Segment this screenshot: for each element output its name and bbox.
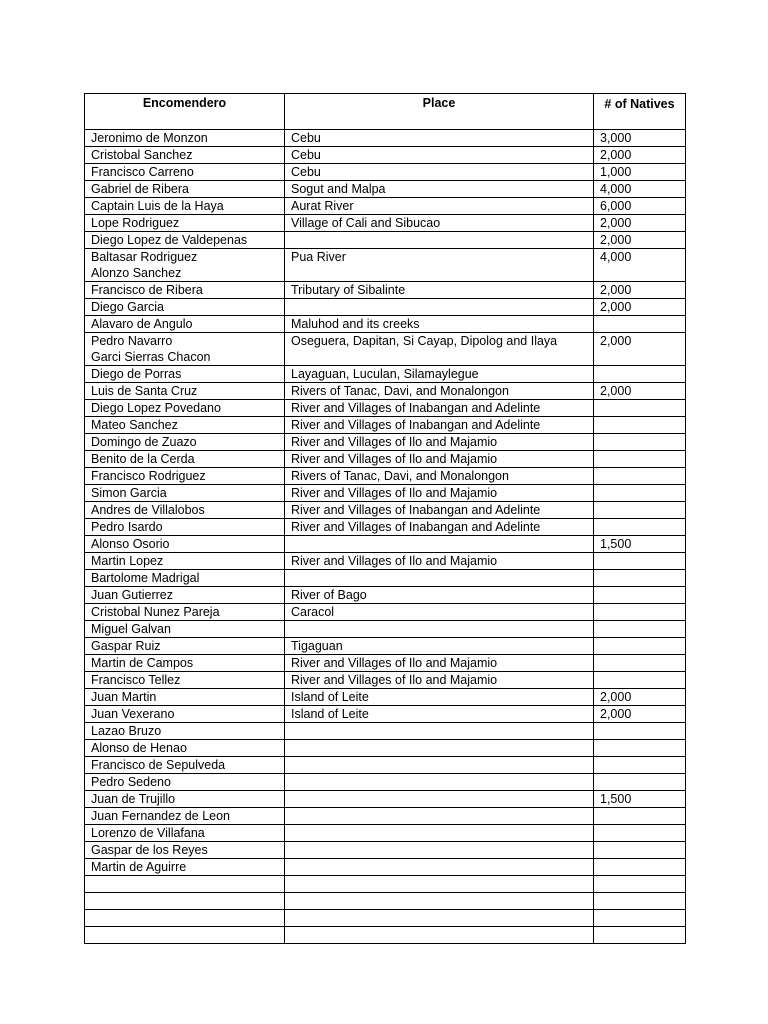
encomendero-cell-text: Francisco de Ribera bbox=[91, 283, 203, 297]
table-row bbox=[85, 417, 686, 434]
encomendero-cell-text: Lope Rodriguez bbox=[91, 216, 180, 230]
place-cell bbox=[285, 400, 594, 417]
encomendero-cell-text: Alavaro de Angulo bbox=[91, 317, 193, 331]
encomendero-cell-text: Juan de Trujillo bbox=[91, 792, 176, 806]
place-cell-text: Island of Leite bbox=[291, 707, 369, 721]
encomendero-cell bbox=[85, 232, 285, 249]
encomendero-cell bbox=[85, 485, 285, 502]
encomendero-cell-text: Pedro Isardo bbox=[91, 520, 163, 534]
table-row bbox=[85, 400, 686, 417]
natives-cell bbox=[594, 417, 686, 434]
encomendero-cell bbox=[85, 181, 285, 198]
encomendero-cell-text: Gaspar Ruiz bbox=[91, 639, 161, 653]
place-cell bbox=[285, 164, 594, 181]
natives-cell bbox=[594, 249, 686, 282]
encomendero-cell-text: Juan Gutierrez bbox=[91, 588, 173, 602]
natives-cell bbox=[594, 570, 686, 587]
natives-cell bbox=[594, 723, 686, 740]
place-cell bbox=[285, 587, 594, 604]
encomendero-cell bbox=[85, 451, 285, 468]
natives-cell bbox=[594, 621, 686, 638]
natives-cell bbox=[594, 791, 686, 808]
table-row bbox=[85, 130, 686, 147]
encomendero-cell bbox=[85, 706, 285, 723]
natives-cell bbox=[594, 910, 686, 927]
table-row bbox=[85, 383, 686, 400]
encomendero-cell-second-text: Garci Sierras Chacon bbox=[91, 350, 211, 364]
encomendero-cell-text: Diego Lopez de Valdepenas bbox=[91, 233, 248, 247]
encomendero-cell-text: Francisco de Sepulveda bbox=[91, 758, 226, 772]
natives-cell bbox=[594, 130, 686, 147]
natives-cell-text: 2,000 bbox=[600, 707, 632, 721]
table-row bbox=[85, 859, 686, 876]
natives-cell-text: 2,000 bbox=[600, 233, 632, 247]
encomendero-cell bbox=[85, 808, 285, 825]
table-row bbox=[85, 842, 686, 859]
encomendero-cell-text: Pedro Navarro bbox=[91, 334, 173, 348]
encomendero-cell-text: Benito de la Cerda bbox=[91, 452, 195, 466]
table-row bbox=[85, 774, 686, 791]
encomendero-cell bbox=[85, 249, 285, 282]
place-cell bbox=[285, 910, 594, 927]
encomendero-cell-text: Luis de Santa Cruz bbox=[91, 384, 198, 398]
encomendero-cell-text: Simon Garcia bbox=[91, 486, 167, 500]
natives-cell bbox=[594, 333, 686, 366]
natives-cell-text: 3,000 bbox=[600, 131, 632, 145]
encomendero-cell bbox=[85, 689, 285, 706]
place-cell bbox=[285, 859, 594, 876]
place-cell-text: Caracol bbox=[291, 605, 335, 619]
place-cell-text: Pua River bbox=[291, 250, 346, 264]
table-row bbox=[85, 876, 686, 893]
place-cell-text: Village of Cali and Sibucao bbox=[291, 216, 441, 230]
natives-cell-text: 1,000 bbox=[600, 165, 632, 179]
place-cell bbox=[285, 655, 594, 672]
place-cell bbox=[285, 333, 594, 366]
natives-cell-text: 2,000 bbox=[600, 300, 632, 314]
encomendero-cell bbox=[85, 468, 285, 485]
encomendero-cell bbox=[85, 536, 285, 553]
encomendero-cell-text: Baltasar Rodriguez bbox=[91, 250, 198, 264]
encomendero-cell bbox=[85, 859, 285, 876]
table-row bbox=[85, 706, 686, 723]
natives-cell-text: 2,000 bbox=[600, 148, 632, 162]
natives-cell bbox=[594, 316, 686, 333]
encomendero-cell-text: Juan Fernandez de Leon bbox=[91, 809, 230, 823]
place-cell-text: Aurat River bbox=[291, 199, 354, 213]
encomendero-cell-text: Andres de Villalobos bbox=[91, 503, 205, 517]
encomendero-cell bbox=[85, 299, 285, 316]
table-row bbox=[85, 215, 686, 232]
natives-cell bbox=[594, 299, 686, 316]
encomendero-cell bbox=[85, 791, 285, 808]
place-cell bbox=[285, 621, 594, 638]
table-row bbox=[85, 570, 686, 587]
encomendero-cell bbox=[85, 927, 285, 944]
natives-cell bbox=[594, 468, 686, 485]
place-cell bbox=[285, 468, 594, 485]
encomendero-cell bbox=[85, 910, 285, 927]
place-cell bbox=[285, 215, 594, 232]
place-cell bbox=[285, 706, 594, 723]
natives-cell bbox=[594, 927, 686, 944]
natives-cell bbox=[594, 282, 686, 299]
place-cell bbox=[285, 638, 594, 655]
encomendero-cell bbox=[85, 740, 285, 757]
encomendero-cell-text: Francisco Tellez bbox=[91, 673, 181, 687]
encomendero-cell-text: Captain Luis de la Haya bbox=[91, 199, 224, 213]
encomendero-cell bbox=[85, 723, 285, 740]
encomendero-cell bbox=[85, 198, 285, 215]
table-row bbox=[85, 621, 686, 638]
place-cell-text: Sogut and Malpa bbox=[291, 182, 386, 196]
table-row bbox=[85, 181, 686, 198]
place-cell bbox=[285, 672, 594, 689]
encomendero-cell-text: Diego de Porras bbox=[91, 367, 182, 381]
encomendero-cell-text: Cristobal Nunez Pareja bbox=[91, 605, 220, 619]
natives-cell-text: 6,000 bbox=[600, 199, 632, 213]
table-row bbox=[85, 740, 686, 757]
encomendero-cell-text: Martin Lopez bbox=[91, 554, 164, 568]
place-cell-text: River and Villages of Ilo and Majamio bbox=[291, 554, 498, 568]
encomendero-cell-text: Miguel Galvan bbox=[91, 622, 171, 636]
place-cell bbox=[285, 689, 594, 706]
table-row bbox=[85, 553, 686, 570]
natives-cell bbox=[594, 164, 686, 181]
encomendero-cell bbox=[85, 215, 285, 232]
encomendero-cell-text: Domingo de Zuazo bbox=[91, 435, 197, 449]
encomendero-cell-text: Juan Martin bbox=[91, 690, 157, 704]
natives-cell bbox=[594, 587, 686, 604]
encomendero-cell-text: Pedro Sedeno bbox=[91, 775, 171, 789]
natives-cell bbox=[594, 740, 686, 757]
encomendero-cell-text: Cristobal Sanchez bbox=[91, 148, 193, 162]
encomendero-cell-text: Francisco Carreno bbox=[91, 165, 194, 179]
encomendero-cell-text: Gabriel de Ribera bbox=[91, 182, 189, 196]
place-cell bbox=[285, 757, 594, 774]
natives-cell bbox=[594, 604, 686, 621]
place-cell bbox=[285, 927, 594, 944]
natives-cell bbox=[594, 638, 686, 655]
encomendero-cell-text: Martin de Campos bbox=[91, 656, 194, 670]
natives-cell-text: 2,000 bbox=[600, 283, 632, 297]
encomendero-cell-text: Bartolome Madrigal bbox=[91, 571, 200, 585]
place-cell-text: River and Villages of Ilo and Majamio bbox=[291, 486, 498, 500]
place-cell bbox=[285, 808, 594, 825]
place-cell bbox=[285, 232, 594, 249]
table-row bbox=[85, 468, 686, 485]
natives-cell bbox=[594, 383, 686, 400]
natives-cell bbox=[594, 842, 686, 859]
encomendero-cell bbox=[85, 638, 285, 655]
encomendero-cell-second-text: Alonzo Sanchez bbox=[91, 266, 182, 280]
table-row bbox=[85, 232, 686, 249]
place-cell-text: River of Bago bbox=[291, 588, 367, 602]
place-cell bbox=[285, 434, 594, 451]
encomendero-cell bbox=[85, 672, 285, 689]
natives-cell bbox=[594, 808, 686, 825]
natives-cell bbox=[594, 689, 686, 706]
natives-cell bbox=[594, 825, 686, 842]
place-cell-text: River and Villages of Ilo and Majamio bbox=[291, 673, 498, 687]
place-cell bbox=[285, 130, 594, 147]
place-cell-text: Island of Leite bbox=[291, 690, 369, 704]
natives-cell-text: 2,000 bbox=[600, 334, 632, 348]
natives-cell bbox=[594, 876, 686, 893]
natives-cell bbox=[594, 400, 686, 417]
table-row bbox=[85, 927, 686, 944]
place-cell bbox=[285, 536, 594, 553]
encomendero-cell bbox=[85, 130, 285, 147]
encomendero-cell bbox=[85, 621, 285, 638]
table-row bbox=[85, 672, 686, 689]
encomendero-cell bbox=[85, 400, 285, 417]
natives-cell bbox=[594, 519, 686, 536]
table-row bbox=[85, 893, 686, 910]
encomendero-cell bbox=[85, 417, 285, 434]
natives-cell bbox=[594, 893, 686, 910]
place-cell-text: River and Villages of Ilo and Majamio bbox=[291, 656, 498, 670]
place-cell bbox=[285, 417, 594, 434]
place-cell bbox=[285, 553, 594, 570]
table-row bbox=[85, 689, 686, 706]
encomendero-cell bbox=[85, 655, 285, 672]
natives-cell bbox=[594, 655, 686, 672]
natives-cell bbox=[594, 366, 686, 383]
natives-cell bbox=[594, 553, 686, 570]
encomendero-cell bbox=[85, 502, 285, 519]
place-cell-text: Oseguera, Dapitan, Si Cayap, Dipolog and Ilaya bbox=[291, 334, 558, 348]
encomendero-cell-text: Gaspar de los Reyes bbox=[91, 843, 208, 857]
encomendero-cell-text: Juan Vexerano bbox=[91, 707, 175, 721]
table-row bbox=[85, 587, 686, 604]
encomendero-cell bbox=[85, 366, 285, 383]
natives-cell bbox=[594, 451, 686, 468]
natives-cell bbox=[594, 181, 686, 198]
place-cell-text: River and Villages of Inabangan and Adelinte bbox=[291, 503, 541, 517]
encomendero-cell bbox=[85, 164, 285, 181]
table-row bbox=[85, 434, 686, 451]
table-row bbox=[85, 366, 686, 383]
table-row bbox=[85, 164, 686, 181]
encomendero-cell bbox=[85, 147, 285, 164]
table-row bbox=[85, 757, 686, 774]
encomendero-cell bbox=[85, 383, 285, 400]
table-row bbox=[85, 655, 686, 672]
place-cell bbox=[285, 825, 594, 842]
table-row bbox=[85, 519, 686, 536]
table-row bbox=[85, 282, 686, 299]
place-cell-text: River and Villages of Inabangan and Adelinte bbox=[291, 520, 541, 534]
place-cell-text: River and Villages of Inabangan and Adelinte bbox=[291, 401, 541, 415]
natives-cell bbox=[594, 215, 686, 232]
encomienda-table bbox=[84, 93, 686, 944]
natives-cell bbox=[594, 232, 686, 249]
encomendero-cell bbox=[85, 842, 285, 859]
encomendero-cell bbox=[85, 570, 285, 587]
encomendero-cell-text: Jeronimo de Monzon bbox=[91, 131, 208, 145]
place-cell-text: Tributary of Sibalinte bbox=[291, 283, 406, 297]
place-cell bbox=[285, 299, 594, 316]
place-cell-text: Cebu bbox=[291, 131, 321, 145]
encomendero-cell-text: Alonso de Henao bbox=[91, 741, 187, 755]
natives-cell bbox=[594, 757, 686, 774]
place-cell bbox=[285, 791, 594, 808]
place-cell bbox=[285, 451, 594, 468]
place-cell bbox=[285, 502, 594, 519]
table-row bbox=[85, 485, 686, 502]
natives-cell bbox=[594, 859, 686, 876]
encomendero-cell bbox=[85, 434, 285, 451]
encomendero-cell-text: Diego Lopez Povedano bbox=[91, 401, 221, 415]
encomendero-cell bbox=[85, 587, 285, 604]
place-cell-text: Cebu bbox=[291, 148, 321, 162]
natives-cell bbox=[594, 672, 686, 689]
encomendero-cell bbox=[85, 282, 285, 299]
place-cell bbox=[285, 570, 594, 587]
header-place: Place bbox=[285, 94, 594, 130]
table-row bbox=[85, 299, 686, 316]
header-natives: # of Natives bbox=[594, 94, 686, 130]
natives-cell-text: 2,000 bbox=[600, 384, 632, 398]
natives-cell bbox=[594, 434, 686, 451]
place-cell bbox=[285, 198, 594, 215]
place-cell-text: Cebu bbox=[291, 165, 321, 179]
table-row bbox=[85, 536, 686, 553]
place-cell bbox=[285, 383, 594, 400]
encomendero-cell bbox=[85, 333, 285, 366]
natives-cell bbox=[594, 502, 686, 519]
encomendero-cell bbox=[85, 876, 285, 893]
place-cell-text: River and Villages of Ilo and Majamio bbox=[291, 452, 498, 466]
encomendero-cell bbox=[85, 316, 285, 333]
encomendero-cell bbox=[85, 757, 285, 774]
encomendero-cell-text: Martin de Aguirre bbox=[91, 860, 187, 874]
place-cell bbox=[285, 604, 594, 621]
encomendero-cell bbox=[85, 893, 285, 910]
encomendero-cell-text: Lazao Bruzo bbox=[91, 724, 162, 738]
table-row bbox=[85, 147, 686, 164]
natives-cell bbox=[594, 198, 686, 215]
encomendero-cell-text: Francisco Rodriguez bbox=[91, 469, 206, 483]
table-row bbox=[85, 808, 686, 825]
table-body bbox=[85, 130, 686, 944]
table-row bbox=[85, 249, 686, 282]
encomendero-cell bbox=[85, 825, 285, 842]
place-cell bbox=[285, 519, 594, 536]
table-row bbox=[85, 910, 686, 927]
encomendero-cell-text: Mateo Sanchez bbox=[91, 418, 178, 432]
encomendero-cell bbox=[85, 604, 285, 621]
natives-cell-text: 4,000 bbox=[600, 250, 632, 264]
natives-cell bbox=[594, 485, 686, 502]
header-encomendero: Encomendero bbox=[85, 94, 285, 130]
natives-cell-text: 2,000 bbox=[600, 690, 632, 704]
table-row bbox=[85, 333, 686, 366]
place-cell-text: River and Villages of Ilo and Majamio bbox=[291, 435, 498, 449]
encomendero-cell bbox=[85, 774, 285, 791]
encomendero-cell-text: Alonso Osorio bbox=[91, 537, 170, 551]
place-cell bbox=[285, 282, 594, 299]
place-cell bbox=[285, 366, 594, 383]
place-cell-text: Maluhod and its creeks bbox=[291, 317, 420, 331]
table-row bbox=[85, 502, 686, 519]
table-row bbox=[85, 825, 686, 842]
place-cell bbox=[285, 249, 594, 282]
natives-cell bbox=[594, 774, 686, 791]
place-cell-text: Rivers of Tanac, Davi, and Monalongon bbox=[291, 469, 509, 483]
table-row bbox=[85, 723, 686, 740]
table-header-row bbox=[85, 94, 686, 130]
natives-cell-text: 2,000 bbox=[600, 216, 632, 230]
natives-cell-text: 4,000 bbox=[600, 182, 632, 196]
place-cell-text: River and Villages of Inabangan and Adelinte bbox=[291, 418, 541, 432]
encomendero-cell bbox=[85, 519, 285, 536]
place-cell bbox=[285, 842, 594, 859]
place-cell bbox=[285, 740, 594, 757]
natives-cell-text: 1,500 bbox=[600, 537, 632, 551]
natives-cell-text: 1,500 bbox=[600, 792, 632, 806]
natives-cell bbox=[594, 536, 686, 553]
place-cell bbox=[285, 316, 594, 333]
table-row bbox=[85, 604, 686, 621]
table-row bbox=[85, 638, 686, 655]
natives-cell bbox=[594, 147, 686, 164]
table-row bbox=[85, 198, 686, 215]
table-row bbox=[85, 316, 686, 333]
place-cell bbox=[285, 723, 594, 740]
encomendero-cell-text: Diego Garcia bbox=[91, 300, 164, 314]
place-cell bbox=[285, 774, 594, 791]
place-cell-text: Layaguan, Luculan, Silamaylegue bbox=[291, 367, 479, 381]
table-row bbox=[85, 451, 686, 468]
encomendero-cell-text: Lorenzo de Villafana bbox=[91, 826, 205, 840]
table-row bbox=[85, 791, 686, 808]
place-cell bbox=[285, 147, 594, 164]
encomendero-cell bbox=[85, 553, 285, 570]
place-cell bbox=[285, 876, 594, 893]
place-cell-text: Tigaguan bbox=[291, 639, 343, 653]
place-cell-text: Rivers of Tanac, Davi, and Monalongon bbox=[291, 384, 509, 398]
natives-cell bbox=[594, 706, 686, 723]
place-cell bbox=[285, 181, 594, 198]
place-cell bbox=[285, 893, 594, 910]
place-cell bbox=[285, 485, 594, 502]
